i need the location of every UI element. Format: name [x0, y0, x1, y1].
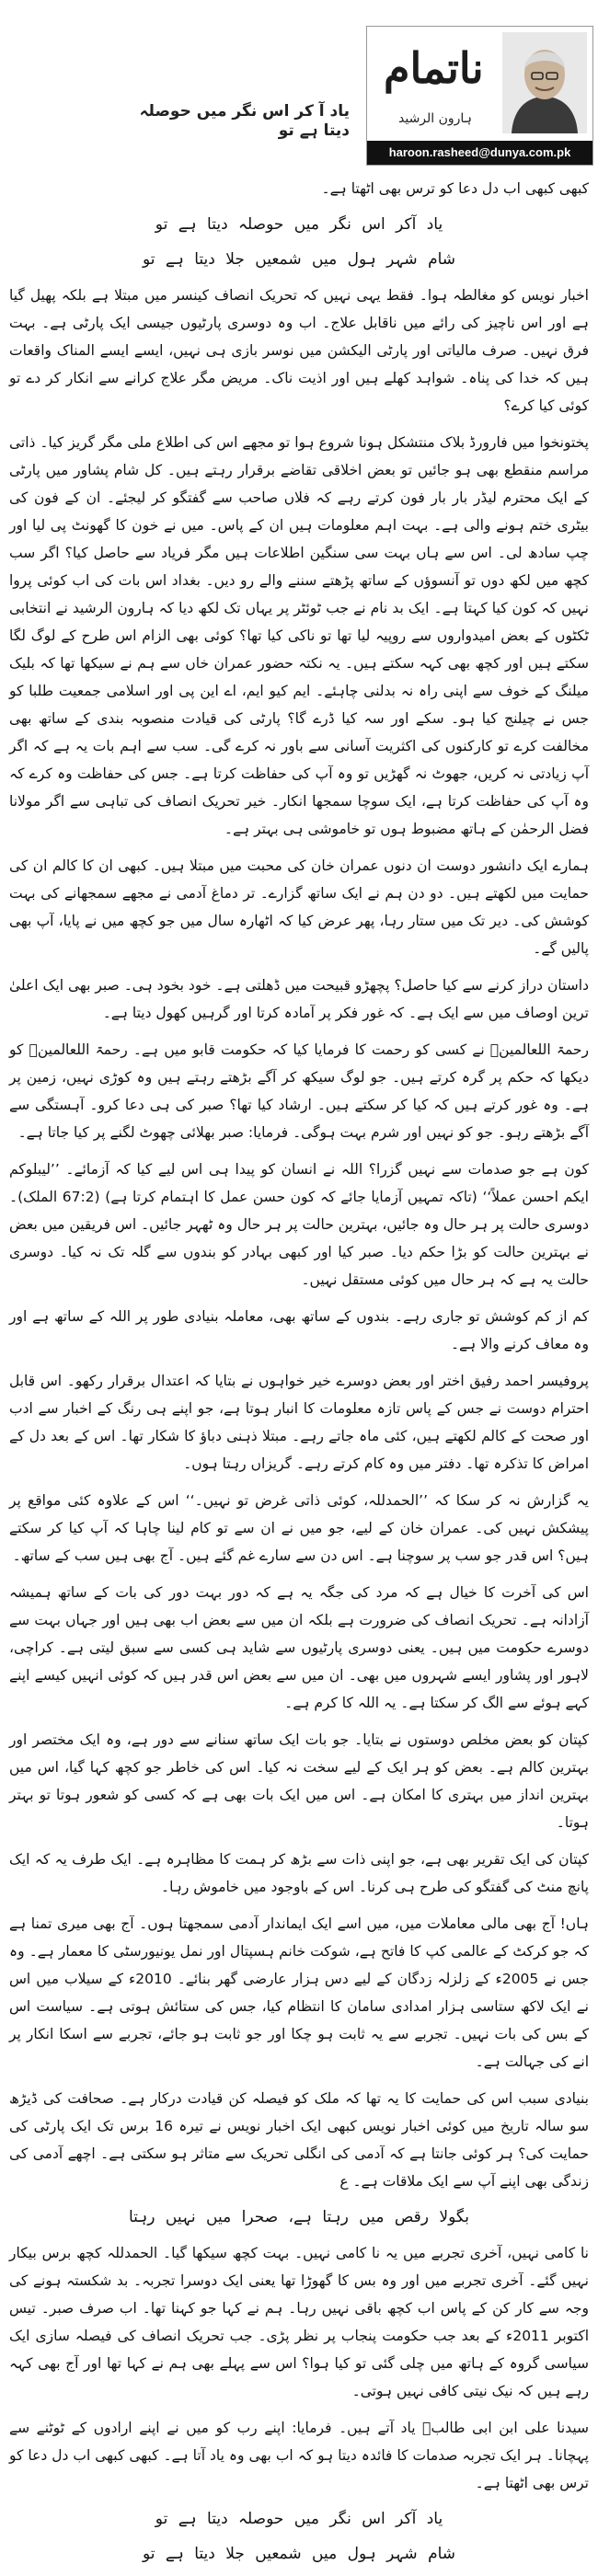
paragraph: داستان دراز کرنے سے کیا حاصل؟ پچھڑو قبیحت میں ڈھلتی ہے۔ خود بخود ہی۔ صبر بھی ایک اعلیٰ ترین اوصاف میں سے ایک ہے۔ کہ غور فکر پر آمادہ کرتا اور گرہیں کھول دیتا ہے۔: [9, 977, 589, 1021]
paragraph: کپتان کو بعض مخلص دوستوں نے بتایا۔ جو بات ایک ساتھ سنانے سے دور ہے، وہ ایک مختصر اور بہترین کالم ہے۔ بعض کو ہر ایک کے لیے سخت نہ کیا۔ اس کی خاطر جو کچھ کہا گیا، اس میں بہترین انداز میں بہتری کا امکان ہے۔ اس میں ایک بات بھی ہے کہ کسی کو شعور ہوتا تو بہتر ہوتا۔: [9, 1731, 589, 1831]
verse-line: شام شہر ہول میں شمعیں جلا دیتا ہے تو: [142, 250, 456, 269]
paragraph: کم از کم کوشش تو جاری رہے۔ بندوں کے ساتھ بھی، معاملہ بنیادی طور پر اللہ کے ساتھ ہے اور وہ معاف کرنے والا ہے۔: [9, 1308, 589, 1352]
closing-paragraph: سیدنا علی ابن ابی طالبؓ یاد آتے ہیں۔ فرمایا: اپنے رب کو میں نے اپنے ارادوں کے ٹوٹنے سے پہچانا۔ ہر ایک تجربہ صدمات کا فائدہ دیتا ہو کہ اب بھی وہ یاد آتا ہے۔ کبھی کبھی اب دل دعا کو ترس بھی اٹھتا ہے۔: [9, 2420, 589, 2491]
paragraph: رحمۃ اللعالمینؐ نے کسی کو رحمت کا فرمایا کیا کہ حکومت قابو میں ہے۔ رحمۃ اللعالمینؐ کو دیکھا کہ حکم پر گرہ کرتے ہیں۔ جو لوگ سیکھ کر آگے بڑھتے رہتے ہیں وہ کوڑی نہیں، زمین پر ہے۔ وہ غور کرتے ہیں کہ کیا کر سکتے ہیں۔ ارشاد کیا تھا؟ صبر کی ہی دعا کرو۔ آہستگی سے آگے بڑھتے رہو۔ جو کو نہیں اور شرم بہت ہوگی۔ فرمایا: صبر بھلائی چھوٹ لگنے پر کیا جاتا ہے۔: [9, 1041, 589, 1141]
column-title: ناتمام: [384, 43, 484, 93]
author-name: ہارون الرشید: [398, 111, 472, 126]
intro-line: کبھی کبھی اب دل دعا کو ترس بھی اٹھتا ہے۔: [321, 180, 589, 197]
paragraph: یہ گزارش نہ کر سکا کہ ’’الحمدللہ، کوئی ذاتی غرض تو نہیں۔‘‘ اس کے علاوہ کئی مواقع پر پیشکش نہیں کی۔ عمران خان کے لیے، جو میں نے ان سے تو کام لینا چاہا کہ آپ کیا کر سکتے ہیں؟ اس قدر جو سب پر سوچنا ہے۔ اس دن سے سارے غم گئے ہیں۔ آج بھی ہیں سب کے ساتھ۔: [9, 1492, 589, 1564]
column-brand-box: [366, 26, 593, 166]
paragraph: کون ہے جو صدمات سے نہیں گزرا؟ اللہ نے انسان کو پیدا ہی اس لیے کیا کہ آزمائے۔ ’’لیبلوکم ایکم احسن عملاً‘‘ (تاکہ تمہیں آزمایا جائے کہ کون حسن عمل کا اہتمام کرتا ہے) (67:2 الملک)۔ دوسری حالت پر ہر حال وہ جائیں، بہترین حالت پر ہر حال وہ ٹھہر جائیں۔ اس فریقین میں بعض نے بہترین حالت کو بڑا حکم دیا۔ صبر کیا اور کبھی بہادر کو بندوں سے گلہ تک نہ کیا۔ دوسری حالت یہ ہے کہ ہر حال میں کوئی مستقل نہیں۔: [9, 1161, 589, 1288]
verse-line: یاد آکر اس نگر میں حوصلہ دیتا ہے تو: [155, 2510, 443, 2528]
paragraph: ہمارے ایک دانشور دوست ان دنوں عمران خان کی محبت میں مبتلا ہیں۔ کبھی ان کا کالم ان کی حمایت میں لکھتے ہیں۔ دو دن ہم نے ایک ساتھ گزارے۔ تر دماغ آدمی نے مجھے سمجھانے کی بہت کوشش کی۔ دیر تک میں ستار رہا، پھر عرض کیا کہ اٹھارہ سال میں جو کچھ میں نے پایا، آپ بھی پالیں گے۔: [9, 857, 589, 957]
author-portrait: [502, 32, 587, 133]
paragraph: اخبار نویس کو مغالطہ ہوا۔ فقط یہی نہیں کہ تحریک انصاف کینسر میں مبتلا ہے بلکہ پھیل گیا ہے اور اس ناچیز کی رائے میں ناقابل علاج۔ اب وہ دوسری پارٹیوں جیسی ایک پارٹی ہے۔ بہت فرق نہیں۔ صرف مالیاتی اور پارٹی الیکشن میں نوسر بازی ہی نہیں، ایسے ایسے المناک واقعات ہیں کہ خدا کی پناہ۔ شواہد کھلے ہیں اور اذیت ناک۔ مریض مگر علاج کرانے سے انکار کر دے تو کوئی کیا کرے؟: [9, 287, 589, 414]
paragraph: نا کامی نہیں، آخری تجربے میں یہ نا کامی نہیں۔ بہت کچھ سیکھا گیا۔ الحمدللہ کچھ برس بیکار نہیں گئے۔ آخری تجربے میں اور وہ بس کا گھوڑا تھا یعنی ایک دوسرا تجربہ۔ بد شکستہ ہونے کی وجہ سے کار کن کے پاس اب کچھ باقی نہیں رہا۔ ہم نے کہا جو کہنا تھا۔ اب صرف صبر۔ تیس اکتوبر 2011ء کے بعد جب حکومت پنجاب پر نظر پڑی۔ جب تحریک انصاف کی فیصلہ سازی ایک سیاسی گروہ کے ہاتھ میں چلی گئی تو کیا ہوا؟ اس سے پہلے بھی ہم نے کہا تھا اور آج بھی کہہ رہے ہیں کہ نیک نیتی کافی نہیں ہوتی۔: [9, 2245, 590, 2399]
paragraph: بنیادی سبب اس کی حمایت کا یہ تھا کہ ملک کو فیصلہ کن قیادت درکار ہے۔ صحافت کی ڈیڑھ سو سالہ تاریخ میں کوئی اخبار نویس کبھی ایک اخبار نویس نے تیرہ 16 برس تک ایک پارٹی کی حمایت کی؟ ہر کوئی جانتا ہے کہ آدمی کی انگلی تحریک سے متاثر ہو سکتی ہے۔ اچھے آدمی کی زندگی بھی اپنے آپ سے ایک ملاقات ہے۔ ع: [9, 2090, 590, 2190]
paragraph: اس کی آخرت کا خیال ہے کہ مرد کی جگہ یہ ہے کہ دور بہت دور کی بات کے ساتھ ہمیشہ آزادانہ ہے۔ تحریک انصاف کی ضرورت ہے بلکہ ان میں سے بعض اب بھی ہیں اور جہاں بہت سے دوسرے حکومت میں ہیں۔ یعنی دوسری پارٹیوں سے شاید ہی کسی سے سبق لیتی ہے۔ کراچی، لاہور اور پشاور ایسے شہروں میں بھی۔ ان میں سے بعض اس قدر ہیں کہ کوئی انہیں کیسے اپنے کہے ہوئے سے الگ کر سکتا ہے۔ یہ اللہ کا کرم ہے۔: [9, 1584, 589, 1711]
column-headline: یاد آ کر اس نگر میں حوصلہ دیتا ہے تو: [139, 102, 350, 140]
verse-line: بگولا رقص میں رہتا ہے، صحرا میں نہیں رہتا: [129, 2208, 469, 2226]
paragraph: ہاں! آج بھی مالی معاملات میں، میں اسے ایک ایماندار آدمی سمجھتا ہوں۔ آج بھی میری تمنا ہے کہ جو کرکٹ کے عالمی کپ کا فاتح ہے، شوکت خانم ہسپتال اور نمل یونیورسٹی کا معمار ہے۔ وہ جس نے 2005ء کے زلزلہ زدگان کے لیے دس ہزار عارضی گھر بنائے۔ 2010ء کے سیلاب میں اس نے ایک لاکھ ستاسی ہزار امدادی سامان کا انتظام کیا، جس کی ستائش ہوتی ہے۔ سیاست اس کے بس کی بات نہیں۔ تجربے سے یہ ثابت ہو چکا اور جو ثابت ہو جائے، تجربے سے اسکا انکار پر انے کی جہالت ہے۔: [9, 1915, 590, 2070]
article-body: [9, 175, 589, 2576]
verse-line: شام شہر ہول میں شمعیں جلا دیتا ہے تو: [142, 2545, 456, 2563]
author-email: haroon.rasheed@dunya.com.pk: [367, 141, 592, 165]
verse-line: یاد آکر اس نگر میں حوصلہ دیتا ہے تو: [155, 215, 443, 234]
paragraph: کپتان کی ایک تقریر بھی ہے، جو اپنی ذات سے بڑھ کر ہمت کا مظاہرہ ہے۔ ایک طرف یہ کہ ایک پانچ منٹ کی گفتگو کی طرح ہی کرنا۔ اس کے باوجود میں خاموش رہا۔: [9, 1851, 589, 1895]
column-masthead: [0, 0, 598, 166]
paragraph: پختونخوا میں فارورڈ بلاک منتشکل ہونا شروع ہوا تو مجھے اس کی اطلاع ملی مگر گریز کیا۔ ذاتی مراسم منقطع بھی ہو جائیں تو بعض اخلاقی تقاضے برقرار رہتے ہیں۔ کل شام پشاور میں پارٹی کے ایک محترم لیڈر بار بار فون کرتے رہے کہ فلاں صاحب سے گفتگو کر لیجئے۔ ان کے فون کی بیٹری ختم ہونے والی ہے۔ بہت اہم معلومات ہیں ان کے پاس۔ میں نے خون کا گھونٹ پی لیا اور چپ سادھ لی۔ اس سے ہاں بہت سی سنگین اطلاعات ہیں مگر فریاد سے حاصل کیا؟ اگر سب کچھ میں لکھ دوں تو آنسوؤں کے ساتھ پڑھتے سننے والے رو دیں۔ بغداد اس بات کی اب کوئی پروا نہیں کہ کون کیا کہتا ہے۔ ایک بد نام نے جب ٹوئٹر پر یہاں تک لکھ دیا کہ ہارون الرشید نے انتخابی ٹکٹوں کے بعض امیدواروں سے روپیہ لیا تھا تو ناکی کیا تھا؟ کوئی بھی الزام اس طرح کے لوگ لگا سکتے ہیں اور کچھ بھی کہہ سکتے ہیں۔ یہ نکتہ حضور عمران خاں سے ہم نے سیکھا تھا کہ بلیک میلنگ کے خوف سے اپنی راہ نہ بدلنی چاہئے۔ ایم کیو ایم، اے این پی اور اسلامی جمعیت طلبا کو جس نے چیلنج کیا ہو۔ سکے اور سہ کیا ڈرے گا؟ پارٹی کی قیادت منصوبہ بندی کے ساتھ بھی مخالفت کرے تو کارکنوں کی اکثریت آسانی سے باور نہ کرے گی۔ سب سے اہم بات یہ ہے کہ اگر آپ زیادتی نہ کریں، جھوٹ نہ گھڑیں تو وہ آپ کی حفاظت کرتا ہے۔ جس کی حفاظت وہ کرے کہ وہ آپ کی حفاظت کرتا ہے، ایک سوچا سمجھا انکار۔ خیر تحریک انصاف کی تباہی سے اگر مولانا فضل الرحمٰن کے ہاتھ مضبوط ہوں تو خاموشی ہی بہتر ہے۔: [9, 434, 589, 837]
paragraph: پروفیسر احمد رفیق اختر اور بعض دوسرے خیر خواہوں نے بتایا کہ اعتدال برقرار رکھو۔ اس قابل احترام دوست نے جس کے پاس تازہ معلومات کا انبار ہوتا ہے، جو اپنے ہی رنگ کے اخبار سے ادب اور صحت کے کالم لکھتے ہیں، کئی ماہ جاتے رہے۔ مبتلا ذہنی دباؤ کا شکار تھا۔ اس کے بعد دل کے امراض کا تذکرہ تھا۔ دفتر میں وہ کام کرتے رہے۔ گریزاں رہتا ہوں۔: [9, 1373, 589, 1472]
